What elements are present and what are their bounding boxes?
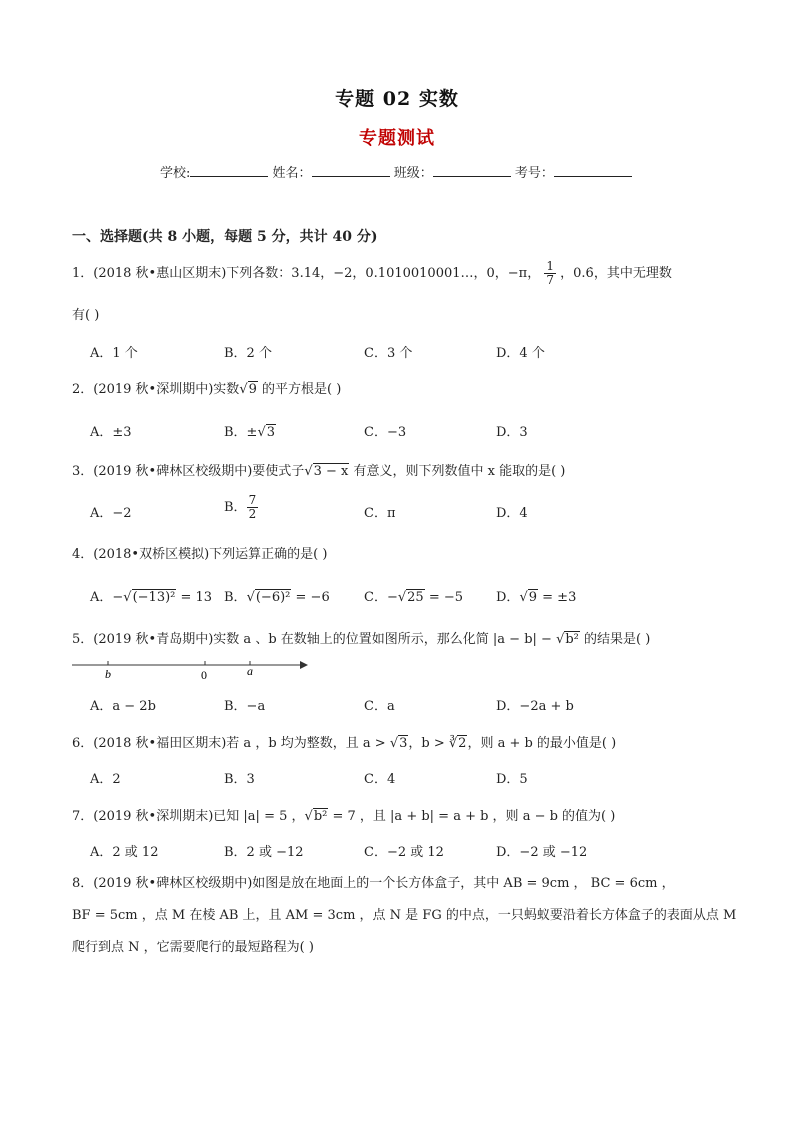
number-label: 考号： <box>514 166 554 181</box>
q7-option-d[interactable]: D．−2 或 −12 <box>496 845 588 860</box>
q3-option-d[interactable]: D．4 <box>496 506 528 521</box>
q6-text2: ，则 a + b 的最小值是( ) <box>467 736 617 751</box>
q5-text1: 5．(2019 秋•青岛期中)实数 a 、b 在数轴上的位置如图所示，那么化简 |a − b| − <box>72 632 557 647</box>
q4-option-d[interactable]: D．√9 = ±3 <box>496 590 577 605</box>
q1-tail: ，0.6̇，其中无理数 <box>560 266 672 281</box>
q7-text2: = 7 ，且 |a + b| = a + b ，则 a − b 的值为( ) <box>328 809 616 824</box>
q2-root: 9 <box>248 382 257 397</box>
q6-option-d[interactable]: D．5 <box>496 772 528 787</box>
page-title: 专题 02 实数 <box>335 88 459 110</box>
q4-d-root: 9 <box>528 590 538 605</box>
number-line <box>70 656 310 682</box>
q2-b-root: 3 <box>266 425 276 440</box>
q5-option-c[interactable]: C．a <box>364 699 395 714</box>
q1-option-a[interactable]: A．1 个 <box>90 346 138 361</box>
question-1 <box>72 260 672 287</box>
q2-option-d[interactable]: D．3 <box>496 425 528 440</box>
q6-mid: ，b > ∛ <box>408 736 458 751</box>
q4-c-post: = −5 <box>424 590 464 605</box>
q5-option-a[interactable]: A．a − 2b <box>90 699 156 714</box>
q6-option-b[interactable]: B．3 <box>224 772 255 787</box>
q1-frac-den: 7 <box>546 273 555 287</box>
question-8-line2: BF = 5cm ，点 M 在棱 AB 上，且 AM = 3cm ，点 N 是 FG 的中点，一只蚂蚁要沿着长方体盒子的表面从点 M <box>72 908 737 923</box>
student-info-row <box>160 162 632 181</box>
q2-option-c[interactable]: C．−3 <box>364 425 407 440</box>
q4-a-post: = 13 <box>176 590 213 605</box>
q2-text2: 的平方根是( ) <box>257 382 342 397</box>
label-a: a <box>247 664 253 678</box>
number-blank[interactable] <box>554 163 632 177</box>
q1-line2: 有( ) <box>72 308 100 323</box>
q4-c-prefix: C．− <box>364 590 398 605</box>
q4-b-prefix: B． <box>224 590 247 605</box>
q5-option-b[interactable]: B．−a <box>224 699 266 714</box>
label-0: 0 <box>201 668 207 682</box>
name-label: 姓名： <box>272 166 312 181</box>
question-8-line1: 8．(2019 秋•碑林区校级期中)如图是放在地面上的一个长方体盒子，其中 AB = 9cm ， BC = 6cm ， <box>72 876 675 891</box>
q7-option-a[interactable]: A．2 或 12 <box>90 845 159 860</box>
q1-fraction <box>544 260 556 287</box>
q2-text1: 2．(2019 秋•深圳期中)实数 <box>72 382 240 397</box>
q7-option-b[interactable]: B．2 或 −12 <box>224 845 304 860</box>
q1-option-b[interactable]: B．2 个 <box>224 346 272 361</box>
question-2: 2．(2019 秋•深圳期中)实数√9 的平方根是( ) <box>72 382 342 397</box>
question-8-line3: 爬行到点 N ，它需要爬行的最短路程为( ) <box>72 940 314 955</box>
q7-text1: 7．(2019 秋•深圳期末)已知 |a| = 5 ， <box>72 809 305 824</box>
q5-option-d[interactable]: D．−2a + b <box>496 699 574 714</box>
q5-root: b² <box>565 632 579 647</box>
q3-option-a[interactable]: A．−2 <box>90 506 132 521</box>
page-subtitle: 专题测试 <box>359 128 435 149</box>
q6-root1: 3 <box>399 736 408 751</box>
q3-option-c[interactable]: C．π <box>364 506 396 521</box>
q4-a-prefix: A．− <box>90 590 124 605</box>
q6-root2: 2 <box>458 736 467 751</box>
q4-option-a[interactable]: A．−√(−13)² = 13 <box>90 590 213 605</box>
q4-c-root: 25 <box>407 590 424 605</box>
q4-d-prefix: D． <box>496 590 520 605</box>
q4-b-post: = −6 <box>291 590 330 605</box>
q1-frac-num: 1 <box>546 259 555 273</box>
q3-text2: 有意义，则下列数值中 x 能取的是( ) <box>349 464 566 479</box>
q3-b-num: 7 <box>248 493 257 507</box>
q7-option-c[interactable]: C．−2 或 12 <box>364 845 444 860</box>
q3-text1: 3．(2019 秋•碑林区校级期中)要使式子 <box>72 464 305 479</box>
q6-text1: 6．(2018 秋•福田区期末)若 a ，b 均为整数，且 a > <box>72 736 390 751</box>
question-5: 5．(2019 秋•青岛期中)实数 a 、b 在数轴上的位置如图所示，那么化简 |a − b| − √b² 的结果是( ) <box>72 632 651 647</box>
q1-option-c[interactable]: C．3 个 <box>364 346 413 361</box>
q4-option-c[interactable]: C．−√25 = −5 <box>364 590 464 605</box>
question-6: 6．(2018 秋•福田区期末)若 a ，b 均为整数，且 a > √3，b > ∛2，则 a + b 的最小值是( ) <box>72 736 617 751</box>
question-7: 7．(2019 秋•深圳期末)已知 |a| = 5 ，√b² = 7 ，且 |a + b| = a + b ，则 a − b 的值为( ) <box>72 809 616 824</box>
school-label: 学校: <box>160 166 191 181</box>
q4-d-post: = ±3 <box>538 590 577 605</box>
q3-b-prefix: B． <box>224 500 247 515</box>
q6-option-c[interactable]: C．4 <box>364 772 396 787</box>
question-4: 4．(2018•双桥区模拟)下列运算正确的是( ) <box>72 547 328 562</box>
q3-option-b[interactable] <box>224 494 258 521</box>
q2-option-a[interactable]: A．±3 <box>90 425 132 440</box>
q4-option-b[interactable]: B．√(−6)² = −6 <box>224 590 330 605</box>
question-3: 3．(2019 秋•碑林区校级期中)要使式子√3 − x 有意义，则下列数值中 x 能取的是( ) <box>72 464 566 479</box>
q2-option-b[interactable]: B．±√3 <box>224 425 276 440</box>
class-blank[interactable] <box>433 163 511 177</box>
section-heading: 一、选择题(共 8 小题，每题 5 分，共计 40 分) <box>72 229 378 245</box>
q1-text: 1．(2018 秋•惠山区期末)下列各数：3.14，−2，0.1010010001…，0，−π， <box>72 266 541 281</box>
q1-option-d[interactable]: D．4 个 <box>496 346 545 361</box>
school-blank[interactable] <box>190 163 268 177</box>
q5-text2: 的结果是( ) <box>579 632 651 647</box>
label-b: b <box>105 667 111 681</box>
q2-b-prefix: B．± <box>224 425 258 440</box>
q6-option-a[interactable]: A．2 <box>90 772 121 787</box>
q3-b-fraction <box>247 494 259 521</box>
q4-b-root: (−6)² <box>255 590 291 605</box>
q7-root: b² <box>313 809 328 824</box>
q3-root: 3 − x <box>313 464 349 479</box>
number-line-arrow <box>300 661 308 669</box>
class-label: 班级： <box>393 166 433 181</box>
q4-a-root: (−13)² <box>132 590 176 605</box>
name-blank[interactable] <box>312 163 390 177</box>
q3-b-den: 2 <box>248 507 257 521</box>
